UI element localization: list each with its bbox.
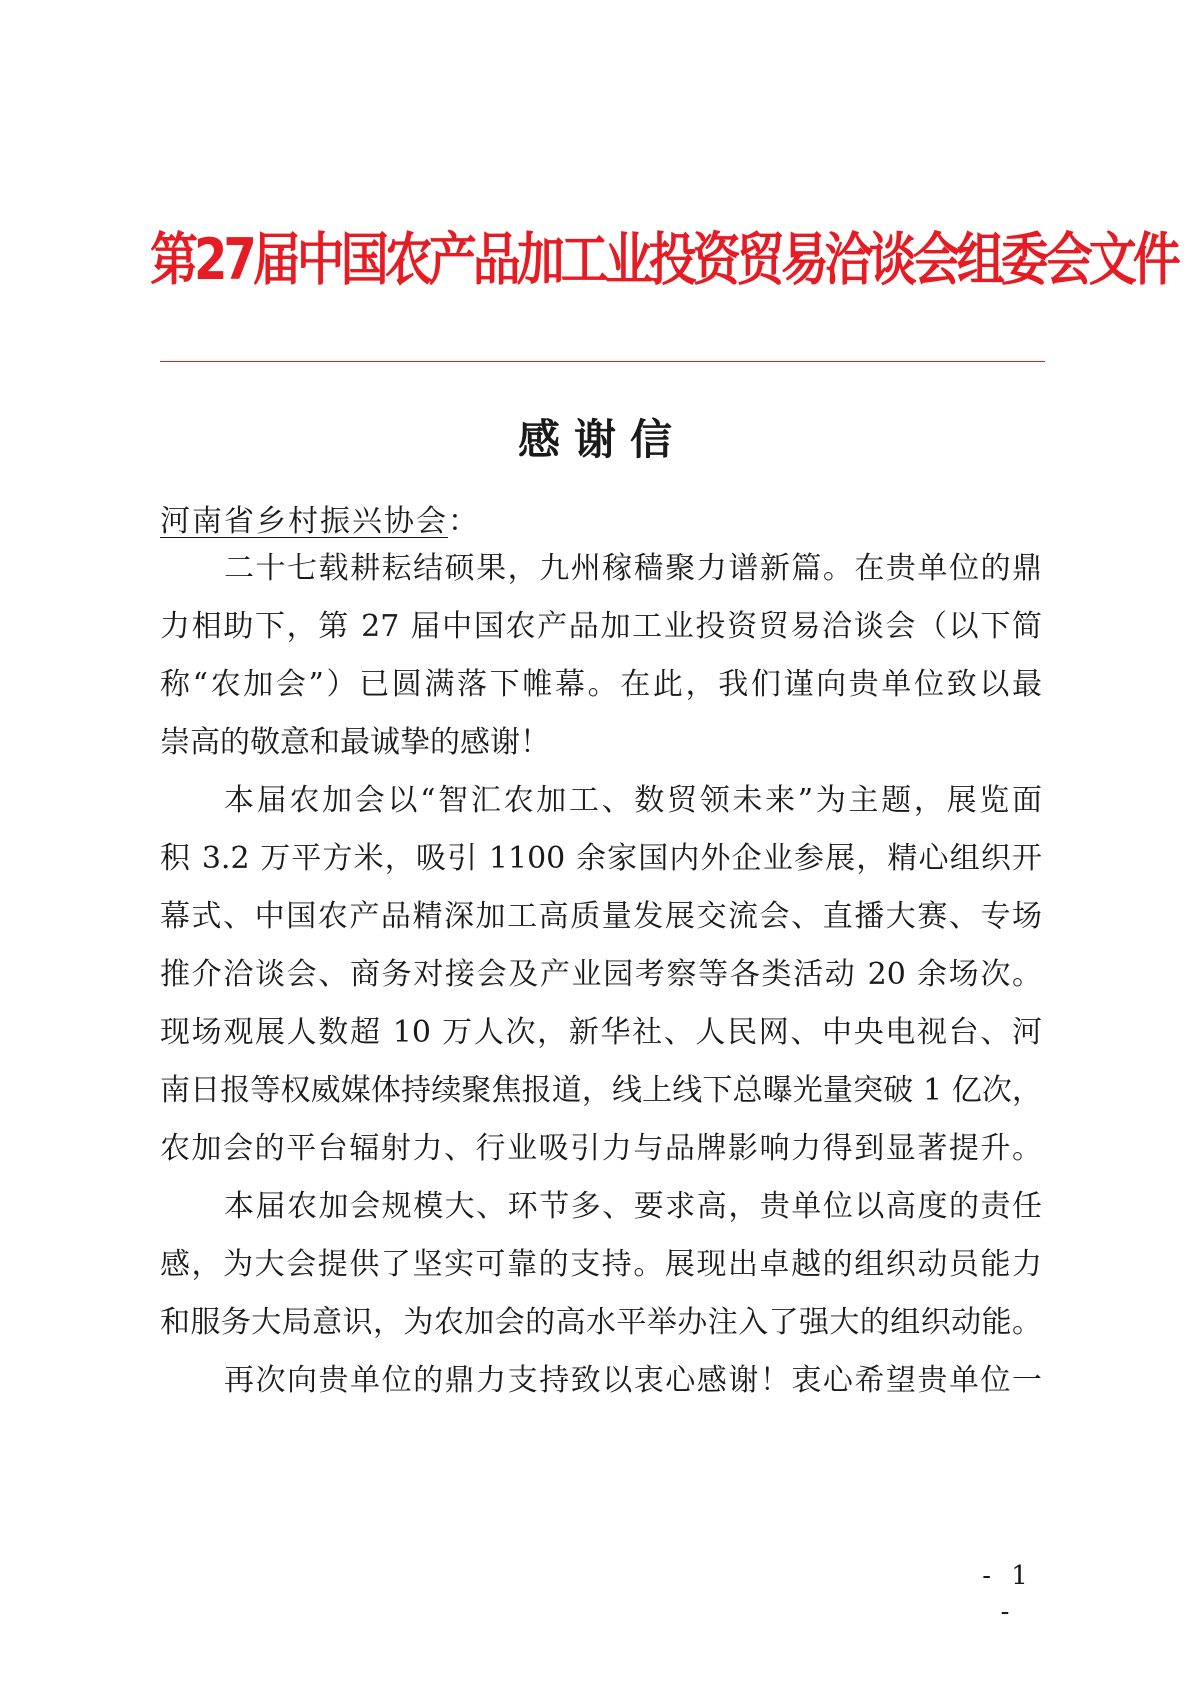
paragraph-2-line: 现场观展人数超 10 万人次，新华社、人民网、中央电视台、河 <box>160 1015 1042 1050</box>
paragraph-3-line: 和服务大局意识，为农加会的高水平举办注入了强大的组织动能。 <box>160 1305 1042 1340</box>
paragraph-1-line: 力相助下，第 27 届中国农产品加工业投资贸易洽谈会（以下简 <box>160 609 1042 644</box>
paragraph-1-line: 崇高的敬意和最诚挚的感谢！ <box>160 725 550 760</box>
paragraph-2-line: 本届农加会以“智汇农加工、数贸领未来”为主题，展览面 <box>224 783 1042 818</box>
paragraph-2-line: 推介洽谈会、商务对接会及产业园考察等各类活动 20 余场次。 <box>160 957 1042 992</box>
paragraph-1-line: 称“农加会”）已圆满落下帷幕。在此，我们谨向贵单位致以最 <box>160 667 1042 702</box>
paragraph-2-line: 积 3.2 万平方米，吸引 1100 余家国内外企业参展，精心组织开 <box>160 841 1042 876</box>
paragraph-2-line: 农加会的平台辐射力、行业吸引力与品牌影响力得到显著提升。 <box>160 1131 1042 1166</box>
document-title: 感谢信 <box>517 415 686 464</box>
salutation-colon: ： <box>448 504 480 539</box>
paragraph-3-line: 感，为大会提供了坚实可靠的支持。展现出卓越的组织动员能力 <box>160 1247 1042 1282</box>
recipient-name: 河南省乡村振兴协会 <box>160 504 448 539</box>
paragraph-2-line: 幕式、中国农产品精深加工高质量发展交流会、直播大赛、专场 <box>160 899 1042 934</box>
paragraph-1-line: 二十七载耕耘结硕果，九州稼穑聚力谱新篇。在贵单位的鼎 <box>224 551 1042 586</box>
paragraph-2-line: 南日报等权威媒体持续聚焦报道，线上线下总曝光量突破 1 亿次， <box>160 1073 1042 1108</box>
paragraph-4-line: 再次向贵单位的鼎力支持致以衷心感谢！衷心希望贵单位一 <box>224 1363 1042 1398</box>
salutation <box>160 498 480 546</box>
page-number: - 1 - <box>982 1561 1034 1627</box>
header-divider <box>160 361 1045 362</box>
paragraph-3-line: 本届农加会规模大、环节多、要求高，贵单位以高度的责任 <box>224 1189 1042 1224</box>
issuing-org-header: 第27届中国农产品加工业投资贸易洽谈会组委会文件 <box>150 226 1177 294</box>
